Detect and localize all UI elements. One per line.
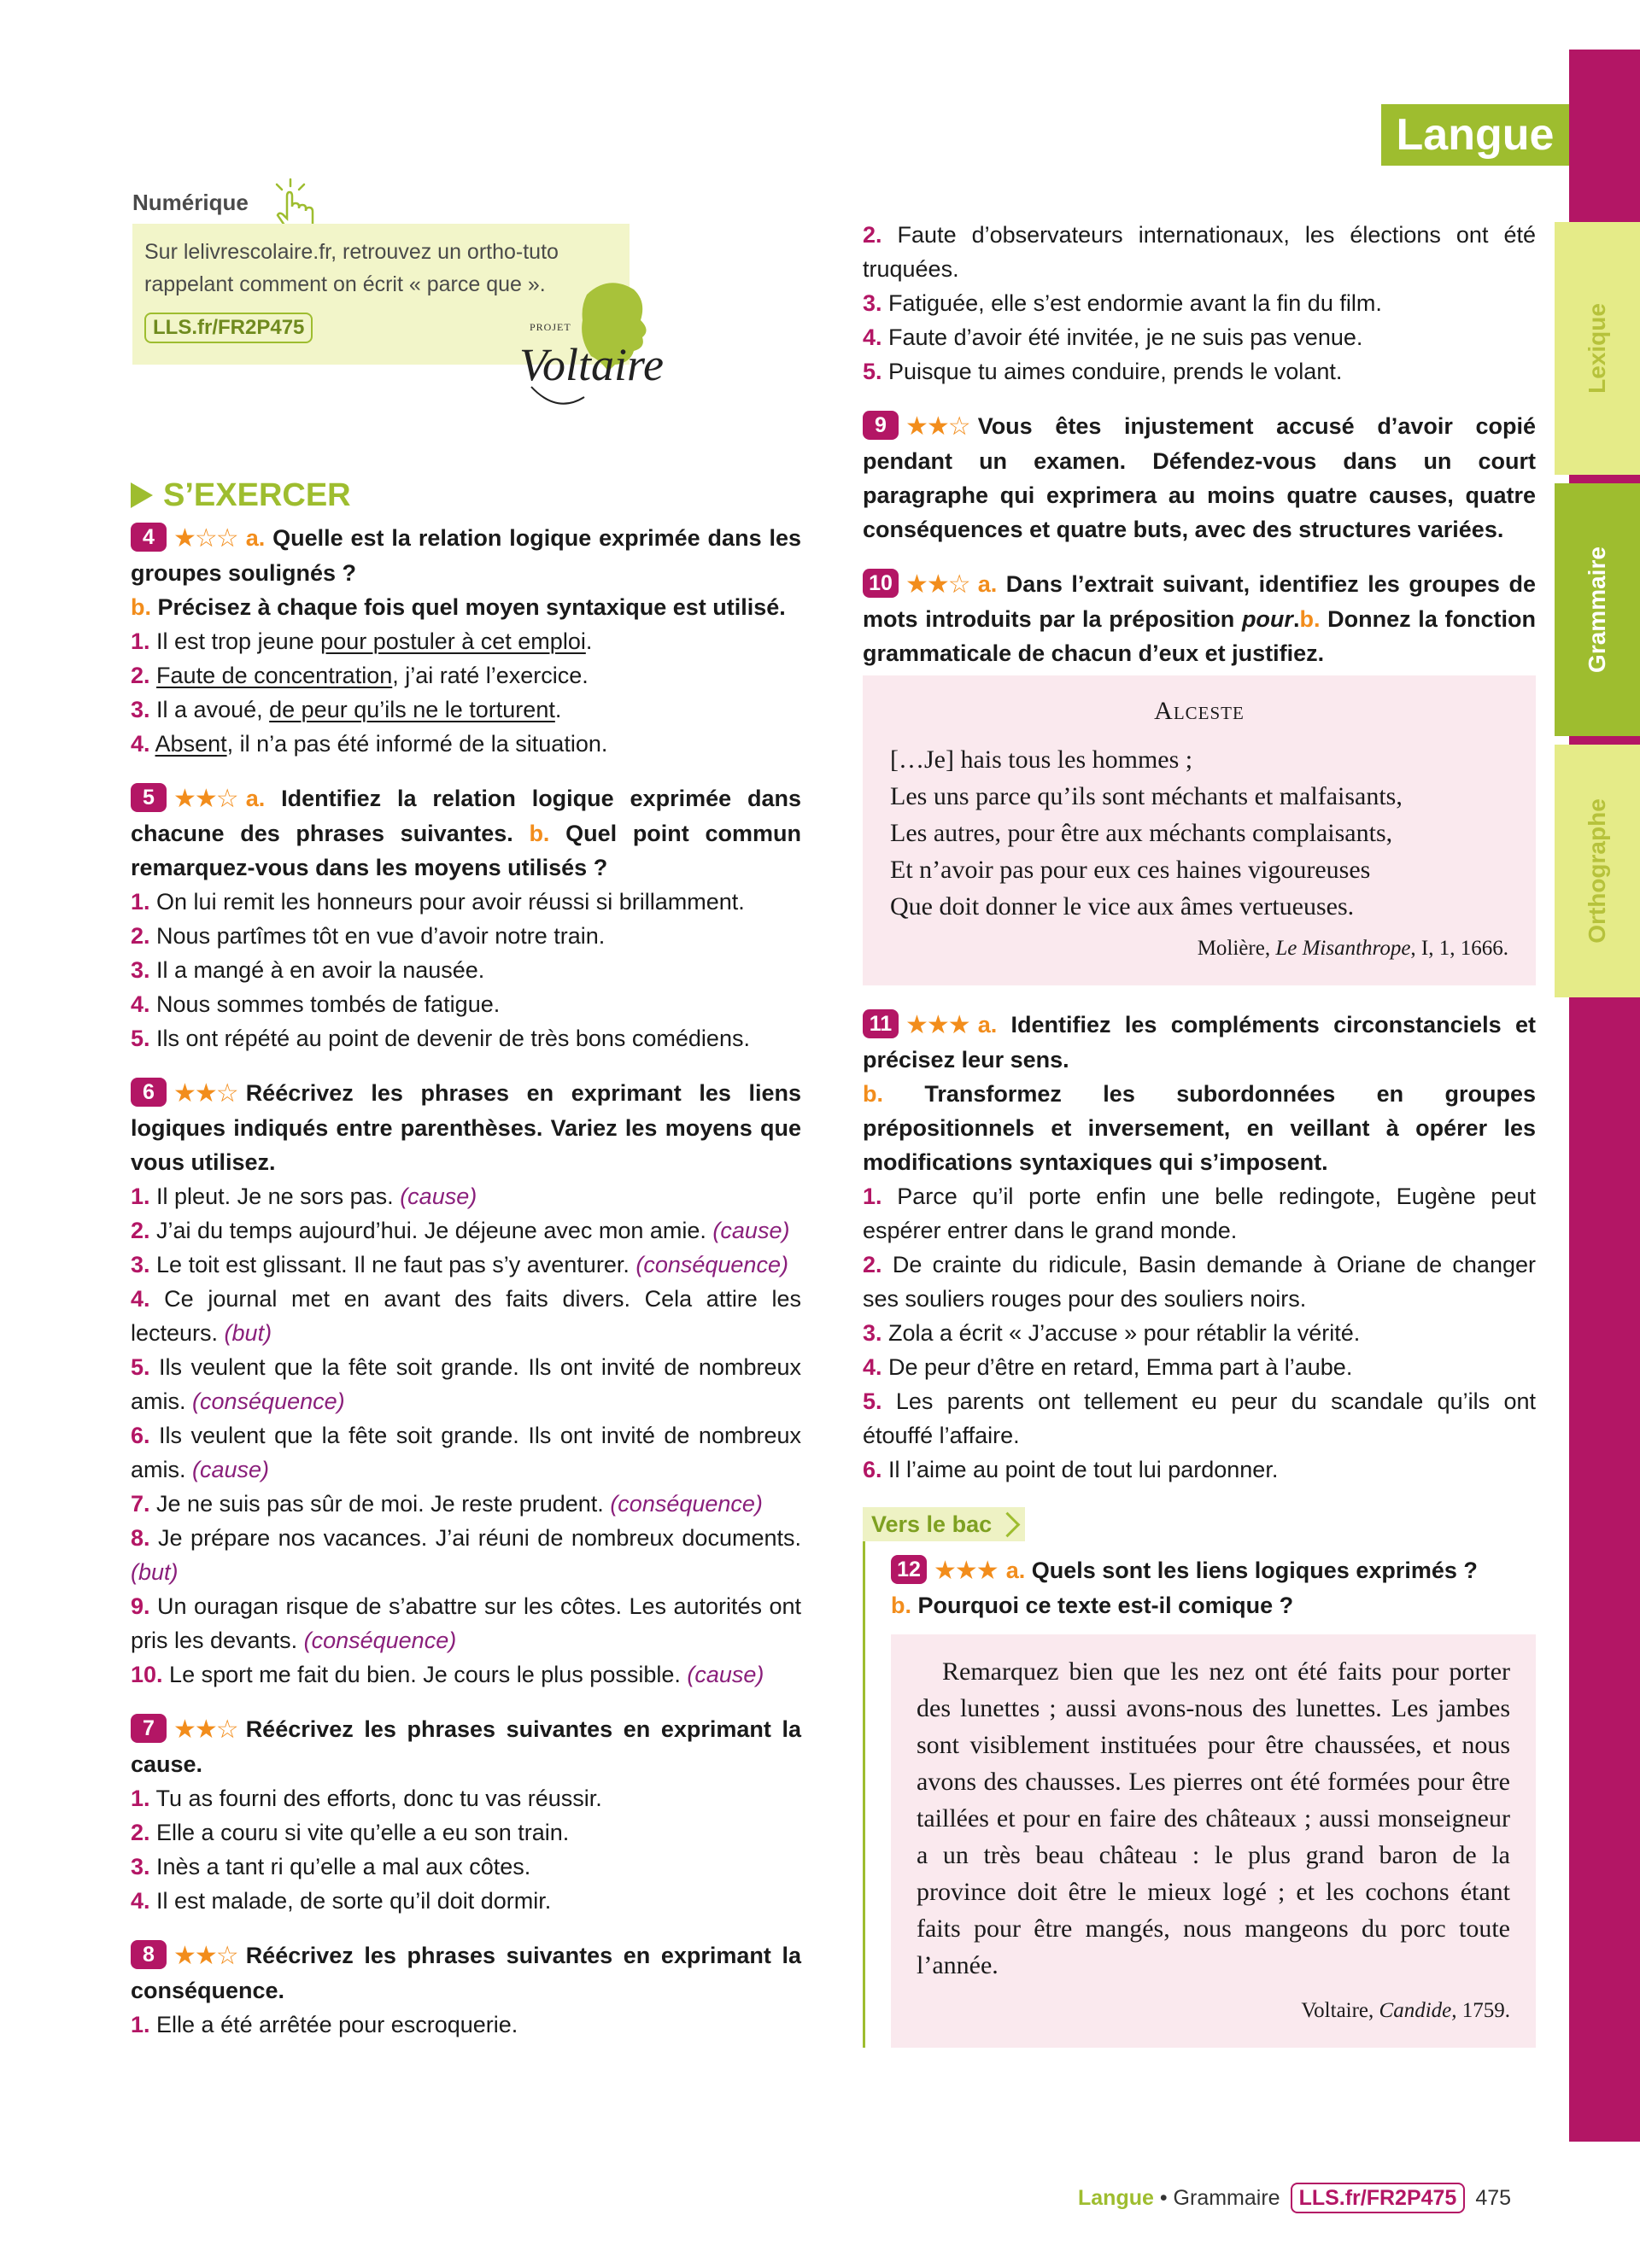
list-item: 3. Il a mangé à en avoir la nausée.: [131, 957, 485, 983]
verse-line: Et n’avoir pas pour eux ces haines vigoureuses: [890, 856, 1371, 884]
exercise-6: [131, 1076, 801, 1692]
list-item: 2. De crainte du ridicule, Basin demande à Oriane de changer ses souliers rouges pour des souliers noirs.: [863, 1252, 1536, 1312]
difficulty-stars-icon: ★★☆: [173, 1716, 237, 1744]
list-item: 10. Le sport me fait du bien. Je cours le plus possible. (cause): [131, 1662, 764, 1687]
list-item: 3. Il a avoué, de peur qu’ils ne le torturent.: [131, 697, 562, 722]
numerique-title: Numérique: [132, 190, 249, 215]
list-item: 4. Nous sommes tombés de fatigue.: [131, 991, 501, 1017]
exercise-7: [131, 1712, 801, 1918]
quote-source: Voltaire, Candide, 1759.: [1301, 1999, 1510, 2022]
quote-box-candide: [891, 1634, 1536, 2048]
list-item: 1. Elle a été arrêtée pour escroquerie.: [131, 2012, 518, 2037]
list-item: 1. Il est trop jeune pour postuler à cet emploi.: [131, 628, 593, 654]
exercise-number-badge: 6: [131, 1078, 167, 1107]
list-item: 3. Zola a écrit « J’accuse » pour rétablir la vérité.: [863, 1320, 1361, 1346]
list-item: 2. Faute de concentration, j’ai raté l’exercice.: [131, 663, 589, 688]
exercise-number-badge: 11: [863, 1009, 899, 1038]
verse-line: […Je] hais tous les hommes ;: [890, 745, 1193, 774]
list-item: 1. On lui remit les honneurs pour avoir réussi si brillamment.: [131, 889, 745, 915]
exercise-8: [131, 1938, 801, 2042]
tab-lexique[interactable]: Lexique: [1555, 222, 1640, 475]
exercise-number-badge: 12: [891, 1555, 927, 1584]
list-item: 1. Il pleut. Je ne sors pas. (cause): [131, 1184, 477, 1209]
list-item: 6. Il l’aime au point de tout lui pardonner.: [863, 1457, 1279, 1482]
footer-link[interactable]: LLS.fr/FR2P475: [1291, 2183, 1466, 2213]
chevron-right-icon: [995, 1511, 1021, 1537]
vers-le-bac-tag: Vers le bac: [863, 1507, 1025, 1541]
list-item: 2. J’ai du temps aujourd’hui. Je déjeune avec mon amie. (cause): [131, 1218, 790, 1243]
list-item: 3. Le toit est glissant. Il ne faut pas s’y aventurer. (conséquence): [131, 1252, 788, 1277]
exercise-question: 6 ★★☆ Réécrivez les phrases en exprimant les liens logiques indiqués entre parenthèses. Variez les moyens que vous utilisez.: [131, 1076, 801, 1179]
page-number: 475: [1475, 2185, 1512, 2210]
list-item: 4. Faute d’avoir été invitée, je ne suis pas venue.: [863, 324, 1363, 350]
play-triangle-icon: [131, 482, 153, 508]
exercise-11: 11 ★★★ a. Identifiez les compléments circonstanciels et précisez leur sens. b. Transformez les subordonnées en groupes prépositionnels et inversement, en veillant à opérer les modifications syntaxiques qui s’imposent. 1. Parce qu’il porte enfin une belle redingote, Eugène peut espérer entrer dans le grand monde. 2. De crainte du ridicule, Basin demande à Oriane de changer ses souliers rouges pour des souliers noirs. 3. Zola a écrit « J’accuse » pour rétablir la vérité. 4. De peur d’être en retard, Emma part à l’aube. 5. Les parents ont tellement eu peur du scandale qu’ils ont étouffé l’affaire. 6. Il l’aime au point de tout lui pardonner.: [863, 1008, 1536, 1487]
quote-speaker: Alceste: [1154, 697, 1245, 725]
list-item: 8. Je prépare nos vacances. J’ai réuni de nombreux documents. (but): [131, 1525, 801, 1585]
exercise-9: [863, 409, 1536, 547]
exercise-question: 11 ★★★ a. Identifiez les compléments circonstanciels et précisez leur sens.: [863, 1008, 1536, 1077]
difficulty-stars-icon: ★★☆: [905, 412, 969, 441]
exercise-question: 9 ★★☆ Vous êtes injustement accusé d’avoir copié pendant un examen. Défendez-vous dans un court paragraphe qui exprimera au moins quatre causes, quatre conséquences et quatre buts, avec des structures variées.: [863, 409, 1536, 547]
exercise-10: [863, 567, 1536, 985]
list-item: 9. Un ouragan risque de s’abattre sur les côtes. Les autorités ont pris les devants. (conséquence): [131, 1593, 801, 1653]
svg-text:Voltaire: Voltaire: [519, 339, 664, 390]
svg-text:PROJET: PROJET: [530, 321, 571, 333]
difficulty-stars-icon: ★★☆: [173, 785, 237, 813]
list-item: 5. Les parents ont tellement eu peur du scandale qu’ils ont étouffé l’affaire.: [863, 1388, 1536, 1448]
list-item: 7. Je ne suis pas sûr de moi. Je reste prudent. (conséquence): [131, 1491, 763, 1517]
quote-source: Molière, Le Misanthrope, I, 1, 1666.: [1197, 937, 1508, 960]
list-item: 2. Nous partîmes tôt en vue d’avoir notre train.: [131, 923, 606, 949]
exercise-4: 4 ★☆☆ a. Quelle est la relation logique exprimée dans les groupes soulignés ? b. Précisez à chaque fois quel moyen syntaxique est utilisé. 1. Il est trop jeune pour postuler à cet emploi. 2. Faute de concentration, j’ai raté l’exercice. 3. Il a avoué, de peur qu’ils ne le torturent. 4. Absent, il n’a pas été informé de la situation.: [131, 521, 801, 761]
quote-box-misanthrope: [863, 675, 1536, 985]
difficulty-stars-icon: ★★☆: [173, 1942, 237, 1970]
list-item: 2. Elle a couru si vite qu’elle a eu son train.: [131, 1820, 570, 1845]
exercise-8-continued: [863, 218, 1536, 389]
difficulty-stars-icon: ★★★: [934, 1557, 998, 1585]
difficulty-stars-icon: ★★☆: [173, 1079, 237, 1108]
list-item: 1. Tu as fourni des efforts, donc tu vas réussir.: [131, 1786, 602, 1811]
list-item: 4. Il est malade, de sorte qu’il doit dormir.: [131, 1888, 552, 1914]
verse-line: Les autres, pour être aux méchants complaisants,: [890, 819, 1393, 847]
left-column: [131, 478, 801, 2062]
exercise-number-badge: 4: [131, 523, 167, 552]
list-item: 3. Fatiguée, elle s’est endormie avant la fin du film.: [863, 290, 1382, 316]
numerique-link[interactable]: LLS.fr/FR2P475: [144, 313, 313, 343]
list-item: 5. Ils veulent que la fête soit grande. Ils ont invité de nombreux amis. (conséquence): [131, 1354, 801, 1414]
exercise-question: 12 ★★★ a. Quels sont les liens logiques exprimés ? b. Pourquoi ce texte est-il comique ?: [891, 1553, 1536, 1622]
list-item: 4. Absent, il n’a pas été informé de la situation.: [131, 731, 608, 757]
tab-orthographe[interactable]: Orthographe: [1555, 745, 1640, 997]
exercise-question: 7 ★★☆ Réécrivez les phrases suivantes en exprimant la cause.: [131, 1712, 801, 1781]
verse-line: Les uns parce qu’ils sont méchants et malfaisants,: [890, 782, 1403, 810]
list-item: 1. Parce qu’il porte enfin une belle redingote, Eugène peut espérer entrer dans le grand monde.: [863, 1184, 1536, 1243]
right-column: [863, 218, 1536, 2048]
difficulty-stars-icon: ★★★: [905, 1011, 969, 1039]
exercise-question: 5 ★★☆ a. Identifiez la relation logique exprimée dans chacune des phrases suivantes. b. Quel point commun remarquez-vous dans les moyens utilisés ?: [131, 781, 801, 885]
chapter-banner: Langue: [1381, 104, 1569, 166]
exercise-number-badge: 7: [131, 1714, 167, 1743]
list-item: 5. Ils ont répété au point de devenir de très bons comédiens.: [131, 1026, 750, 1051]
exercise-number-badge: 10: [863, 569, 899, 598]
difficulty-stars-icon: ★★☆: [905, 570, 969, 599]
tab-grammaire[interactable]: Grammaire: [1555, 483, 1640, 736]
exercise-number-badge: 9: [863, 411, 899, 440]
exercise-number-badge: 8: [131, 1940, 167, 1969]
exercise-question: 4 ★☆☆ a. Quelle est la relation logique exprimée dans les groupes soulignés ?: [131, 521, 801, 590]
projet-voltaire-logo: [506, 278, 676, 431]
list-item: 3. Inès a tant ri qu’elle a mal aux côtes.: [131, 1854, 531, 1879]
verse-line: Que doit donner le vice aux âmes vertueuses.: [890, 892, 1355, 921]
list-item: 4. De peur d’être en retard, Emma part à l’aube.: [863, 1354, 1353, 1380]
list-item: 2. Faute d’observateurs internationaux, les élections ont été truquées.: [863, 222, 1536, 282]
list-item: 5. Puisque tu aimes conduire, prends le volant.: [863, 359, 1343, 384]
list-item: 6. Ils veulent que la fête soit grande. Ils ont invité de nombreux amis. (cause): [131, 1423, 801, 1482]
difficulty-stars-icon: ★☆☆: [173, 524, 237, 552]
page-footer: Langue • Grammaire LLS.fr/FR2P475 475: [1078, 2183, 1511, 2213]
exercise-question: 8 ★★☆ Réécrivez les phrases suivantes en exprimant la conséquence.: [131, 1938, 801, 2008]
section-title: S’EXERCER: [131, 478, 801, 512]
exercise-question: 10 ★★☆ a. Dans l’extrait suivant, identifiez les groupes de mots introduits par la préposition pour.b. Donnez la fonction grammaticale de chacun d’eux et justifiez.: [863, 567, 1536, 670]
exercise-number-badge: 5: [131, 783, 167, 812]
exercise-5: [131, 781, 801, 1055]
numerique-text: Sur lelivrescolaire.fr, retrouvez un ortho-tuto rappelant comment on écrit « parce que ».: [144, 240, 559, 296]
vers-le-bac-section: [863, 1507, 1536, 2048]
list-item: 4. Ce journal met en avant des faits divers. Cela attire les lecteurs. (but): [131, 1286, 801, 1346]
quote-text: Remarquez bien que les nez ont été faits pour porter des lunettes ; aussi avons-nous des lunettes. Les jambes sont visiblement instituées pour être chaussées, et nous avons des chausses. Les pierres ont été formées pour être taillées et pour en faire des châteaux ; aussi monseigneur a un très beau château : le plus grand baron de la province doit être le mieux logé ; et les cochons étant faits pour être mangés, nous mangeons du porc toute l’année.: [917, 1657, 1510, 1979]
